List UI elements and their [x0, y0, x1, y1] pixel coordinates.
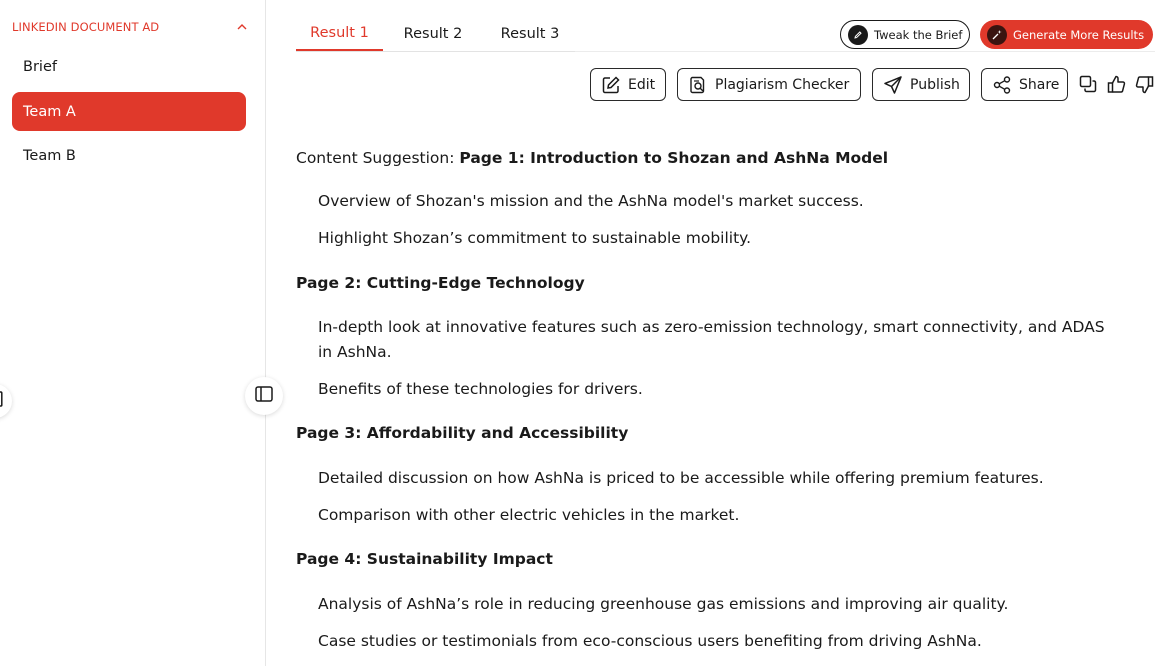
list-item: Overview of Shozan's mission and the AshNa model's market success. [318, 192, 864, 210]
page-3-heading: Page 3: Affordability and Accessibility [296, 424, 629, 442]
page-1-heading: Page 1: Introduction to Shozan and AshNa Model [459, 149, 889, 167]
sidebar-section-title: LINKEDIN DOCUMENT AD [12, 20, 160, 34]
publish-label: Publish [910, 76, 960, 93]
plagiarism-checker-button[interactable] [677, 68, 861, 101]
like-button[interactable] [1105, 73, 1127, 95]
list-item: Case studies or testimonials from eco-conscious users benefiting from driving AshNa. [318, 632, 982, 650]
header-divider [575, 51, 1155, 52]
content-suggestion-prefix: Content Suggestion: [296, 149, 460, 167]
edit-label: Edit [628, 76, 656, 93]
share-button[interactable] [981, 68, 1068, 101]
collapse-sidebar-button[interactable] [245, 377, 283, 415]
sidebar-item-label: Team A [23, 103, 76, 120]
generate-more-results-label: Generate More Results [1013, 27, 1145, 42]
list-item: Highlight Shozan’s commitment to sustainable mobility. [318, 229, 752, 247]
content-suggestion-line [296, 146, 888, 171]
sparkle-wand-icon [987, 25, 1007, 45]
page-4-heading: Page 4: Sustainability Impact [296, 550, 553, 568]
result-tabs [296, 16, 575, 52]
tab-result-1[interactable] [296, 16, 383, 51]
share-label: Share [1019, 76, 1060, 93]
sidebar-panel-icon [255, 386, 273, 406]
tab-label: Result 2 [403, 25, 463, 42]
sidebar [0, 0, 266, 666]
copy-button[interactable] [1077, 73, 1099, 95]
sidebar-panel-icon [0, 391, 3, 411]
tab-result-2[interactable] [392, 16, 474, 51]
tweak-brief-button[interactable] [840, 20, 970, 49]
sidebar-section-header[interactable] [12, 19, 248, 35]
sidebar-item-label: Team B [23, 147, 76, 164]
share-nodes-icon [992, 75, 1012, 95]
sidebar-item-team-a[interactable] [12, 92, 246, 131]
pencil-icon [848, 25, 868, 45]
edit-button[interactable] [590, 68, 666, 101]
tab-result-3[interactable] [489, 16, 571, 51]
tweak-brief-label: Tweak the Brief [874, 27, 963, 42]
sidebar-item-brief[interactable] [12, 47, 246, 86]
document-search-icon [688, 75, 708, 95]
dislike-button[interactable] [1133, 73, 1155, 95]
sidebar-item-team-b[interactable] [12, 136, 246, 175]
page-2-heading: Page 2: Cutting-Edge Technology [296, 274, 585, 292]
copy-icon [1079, 75, 1097, 93]
list-item: Analysis of AshNa’s role in reducing greenhouse gas emissions and improving air quality. [318, 595, 1009, 613]
publish-button[interactable] [872, 68, 970, 101]
generate-more-results-button[interactable] [980, 20, 1153, 49]
plagiarism-checker-label: Plagiarism Checker [715, 76, 850, 93]
thumbs-down-icon [1135, 75, 1154, 94]
tab-label: Result 3 [500, 25, 560, 42]
sidebar-item-label: Brief [23, 58, 57, 75]
thumbs-up-icon [1107, 75, 1126, 94]
chevron-up-icon[interactable] [236, 21, 248, 33]
paper-plane-icon [883, 75, 903, 95]
list-item: Benefits of these technologies for drivers. [318, 380, 643, 398]
list-item: Comparison with other electric vehicles in the market. [318, 506, 740, 524]
list-item: In-depth look at innovative features such as zero-emission technology, smart connectivity, and ADAS in AshNa. [318, 318, 1105, 361]
list-item: Detailed discussion on how AshNa is priced to be accessible while offering premium features. [318, 469, 1044, 487]
edit-square-icon [601, 75, 621, 95]
tab-label: Result 1 [310, 24, 369, 41]
